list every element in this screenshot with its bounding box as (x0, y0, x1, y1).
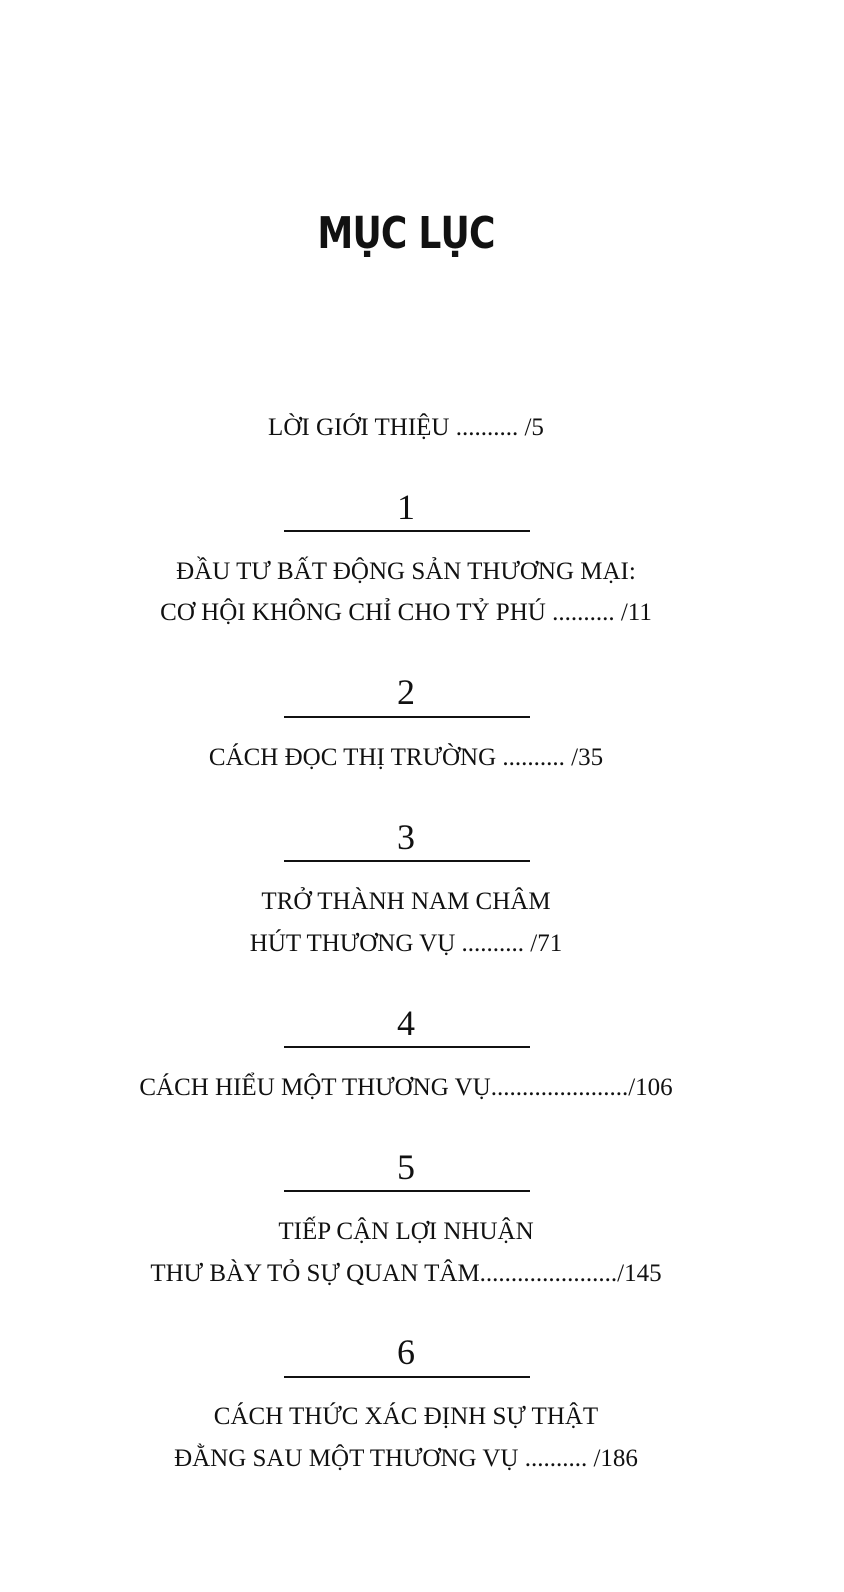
chapter-title-line: ĐẰNG SAU MỘT THƯƠNG VỤ .......... /186 (174, 1445, 638, 1472)
chapter-divider (284, 1376, 530, 1378)
chapter-divider (284, 1190, 530, 1192)
chapter-number: 1 (397, 487, 415, 527)
chapter-number: 2 (397, 672, 415, 712)
page-title: MỤC LỤC (317, 208, 495, 259)
chapter-number: 5 (397, 1147, 415, 1187)
chapter-divider (284, 1046, 530, 1048)
chapter-divider (284, 716, 530, 718)
chapter-title-line: CÁCH ĐỌC THỊ TRƯỜNG .......... /35 (208, 744, 604, 771)
chapter-number: 4 (397, 1003, 415, 1043)
chapter-title-line: TRỞ THÀNH NAM CHÂM (261, 888, 551, 915)
chapter-title-line: CÁCH HIỂU MỘT THƯƠNG VỤ....................../106 (139, 1074, 673, 1101)
chapter-divider (284, 530, 530, 532)
chapter-title-line: TIẾP CẬN LỢI NHUẬN (278, 1218, 534, 1245)
chapter-number: 6 (397, 1332, 415, 1372)
chapter-divider (284, 860, 530, 862)
chapter-title-line: HÚT THƯƠNG VỤ .......... /71 (249, 930, 563, 957)
chapter-title-line: ĐẦU TƯ BẤT ĐỘNG SẢN THƯƠNG MẠI: (176, 558, 636, 585)
toc-intro: LỜI GIỚI THIỆU .......... /5 (268, 414, 544, 441)
chapter-title-line: CÁCH THỨC XÁC ĐỊNH SỰ THẬT (213, 1403, 599, 1430)
chapter-title-line: THƯ BÀY TỎ SỰ QUAN TÂM....................../145 (150, 1260, 662, 1287)
chapter-number: 3 (397, 817, 415, 857)
chapter-title-line: CƠ HỘI KHÔNG CHỈ CHO TỶ PHÚ .......... /11 (160, 599, 652, 626)
